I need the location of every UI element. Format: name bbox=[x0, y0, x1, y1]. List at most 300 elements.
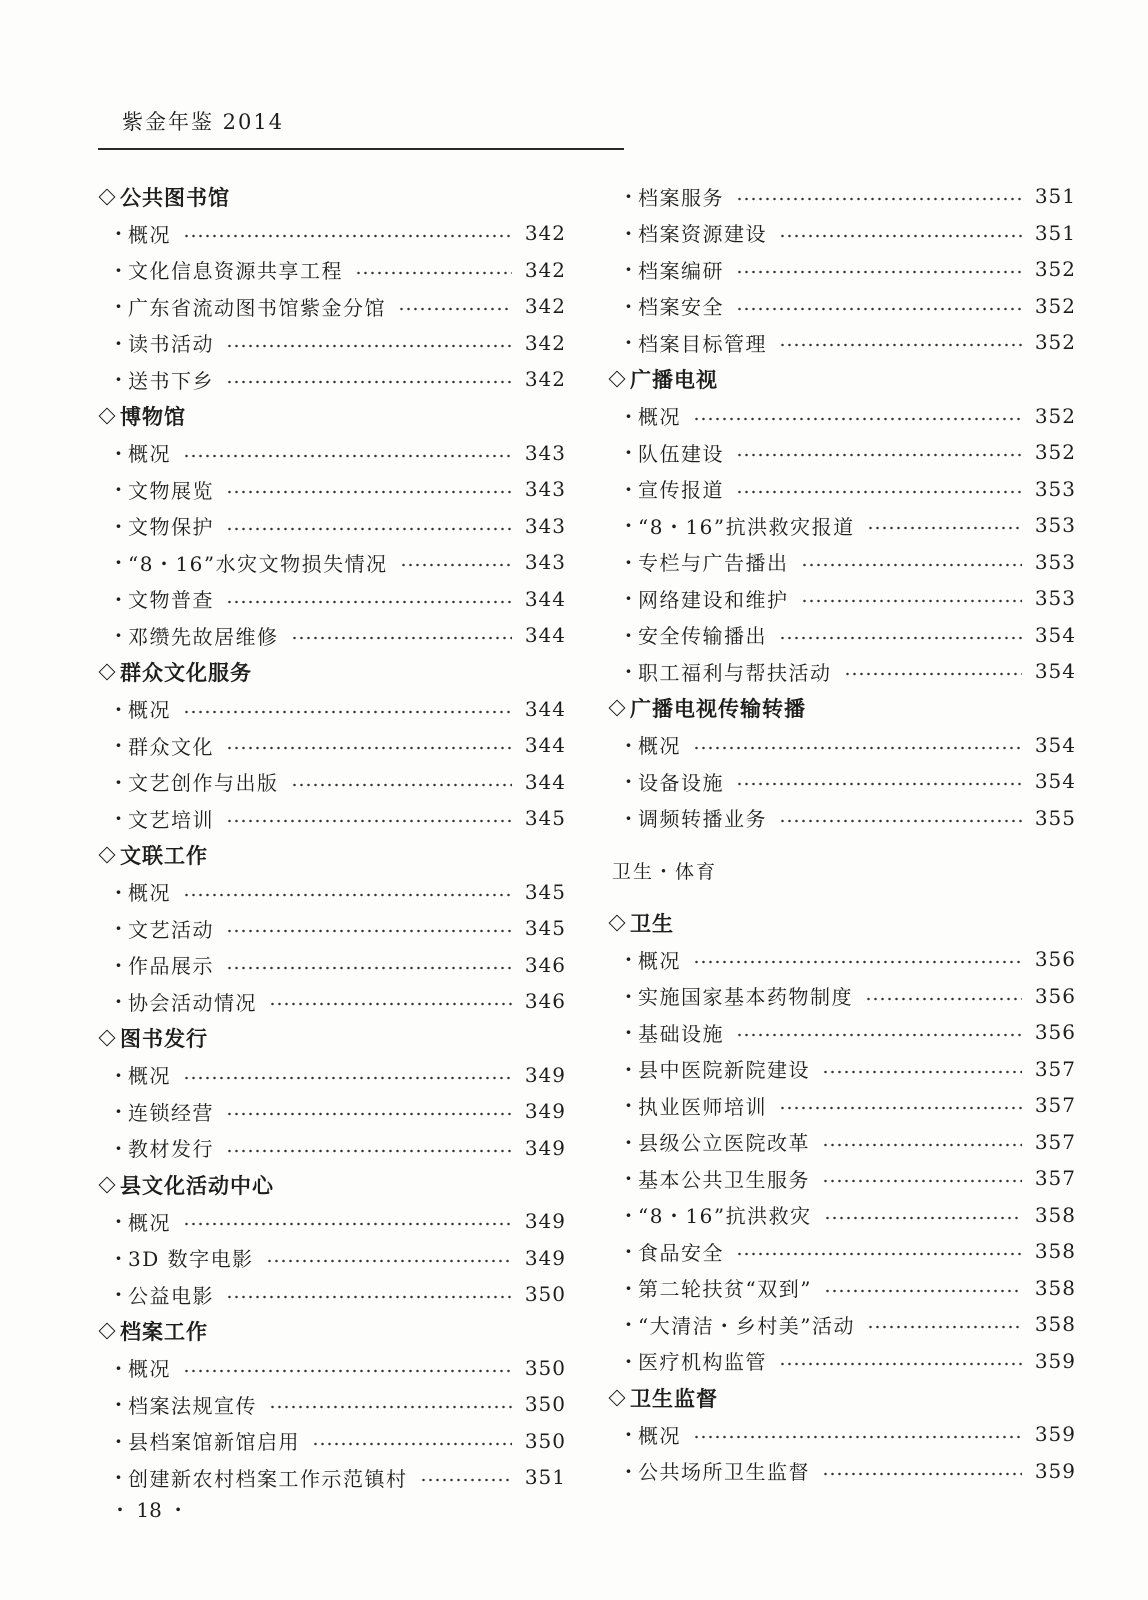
dot-leader bbox=[226, 343, 512, 349]
diamond-icon bbox=[99, 1323, 116, 1340]
toc-entry-page: 352 bbox=[1034, 293, 1076, 318]
toc-entry bbox=[96, 215, 566, 252]
bullet-icon: · bbox=[625, 659, 632, 684]
bullet-icon: · bbox=[625, 586, 632, 611]
toc-entry-page: 359 bbox=[1034, 1422, 1076, 1447]
toc-entry bbox=[96, 1276, 566, 1313]
toc-section-heading bbox=[96, 654, 566, 691]
dot-leader bbox=[355, 270, 512, 276]
toc-entry-title: 概况 bbox=[638, 1423, 681, 1448]
toc-entry-title: 文物保护 bbox=[128, 515, 214, 540]
bullet-icon: · bbox=[625, 769, 632, 794]
toc-entry bbox=[606, 653, 1076, 690]
toc-section-title: 文联工作 bbox=[120, 844, 208, 868]
toc-entry bbox=[606, 727, 1076, 764]
toc-entry bbox=[96, 1093, 566, 1130]
bullet-icon: · bbox=[625, 257, 632, 282]
toc-entry-title: “大清洁・乡村美”活动 bbox=[638, 1313, 855, 1338]
toc-entry-page: 350 bbox=[524, 1428, 566, 1453]
bullet-icon: · bbox=[115, 916, 122, 941]
toc-section-title: 档案工作 bbox=[120, 1320, 208, 1344]
dot-leader bbox=[183, 1075, 512, 1081]
toc-entry-page: 343 bbox=[524, 477, 566, 502]
toc-entry bbox=[606, 1051, 1076, 1088]
toc-entry-title: 安全传输播出 bbox=[638, 624, 767, 649]
toc-entry-title: 医疗机构监管 bbox=[638, 1350, 767, 1375]
diamond-icon bbox=[99, 1176, 116, 1193]
dot-leader bbox=[400, 562, 512, 568]
bullet-icon: · bbox=[115, 367, 122, 392]
dot-leader bbox=[226, 745, 512, 751]
dot-leader bbox=[183, 1221, 512, 1227]
dot-leader bbox=[867, 1324, 1022, 1330]
toc-entry-title: 执业医师培训 bbox=[638, 1094, 767, 1119]
toc-entry bbox=[96, 617, 566, 654]
toc-entry-page: 359 bbox=[1034, 1348, 1076, 1373]
toc-entry-title: 概况 bbox=[638, 948, 681, 973]
toc-entry-title: 县中医院新院建设 bbox=[638, 1058, 810, 1083]
diamond-icon bbox=[99, 408, 116, 425]
dot-leader bbox=[824, 1215, 1022, 1221]
bullet-icon: · bbox=[115, 806, 122, 831]
dot-leader bbox=[226, 1111, 512, 1117]
toc-entry bbox=[96, 874, 566, 911]
dot-leader bbox=[226, 928, 512, 934]
toc-entry bbox=[96, 1130, 566, 1167]
bullet-icon: · bbox=[115, 733, 122, 758]
toc-entry-page: 344 bbox=[524, 623, 566, 648]
toc-entry bbox=[96, 691, 566, 728]
bullet-icon: · bbox=[625, 330, 632, 355]
toc-entry bbox=[606, 763, 1076, 800]
toc-section-heading bbox=[606, 904, 1076, 941]
toc-entry-title: 档案目标管理 bbox=[638, 331, 767, 356]
toc-entry bbox=[606, 1014, 1076, 1051]
toc-entry-title: 概况 bbox=[638, 405, 681, 430]
toc-entry-page: 352 bbox=[1034, 330, 1076, 355]
bullet-icon: · bbox=[625, 476, 632, 501]
toc-entry bbox=[606, 1087, 1076, 1124]
toc-entry-page: 342 bbox=[524, 330, 566, 355]
dot-leader bbox=[226, 818, 512, 824]
dot-leader bbox=[736, 1251, 1022, 1257]
toc-section-title: 群众文化服务 bbox=[120, 661, 252, 685]
toc-entry-page: 357 bbox=[1034, 1093, 1076, 1118]
toc-entry bbox=[96, 288, 566, 325]
toc-entry-title: 县级公立医院改革 bbox=[638, 1131, 810, 1156]
toc-entry-page: 342 bbox=[524, 257, 566, 282]
dot-leader bbox=[779, 1105, 1022, 1111]
toc-entry-title: 文艺培训 bbox=[128, 807, 214, 832]
toc-entry-title: 概况 bbox=[128, 698, 171, 723]
toc-entry-page: 351 bbox=[524, 1465, 566, 1490]
diamond-icon bbox=[99, 188, 116, 205]
toc-entry bbox=[606, 507, 1076, 544]
dot-leader bbox=[183, 709, 512, 715]
toc-entry bbox=[96, 544, 566, 581]
dot-leader bbox=[736, 781, 1022, 787]
dot-leader bbox=[801, 562, 1023, 568]
toc-entry-page: 342 bbox=[524, 294, 566, 319]
bullet-icon: · bbox=[115, 1135, 122, 1160]
dot-leader bbox=[693, 959, 1022, 965]
toc-entry-title: 连锁经营 bbox=[128, 1100, 214, 1125]
toc-entry bbox=[96, 435, 566, 472]
toc-entry-page: 349 bbox=[524, 1099, 566, 1124]
bullet-icon: · bbox=[115, 221, 122, 246]
diamond-icon bbox=[99, 664, 116, 681]
bullet-icon: · bbox=[625, 1239, 632, 1264]
toc-entry-title: 调频转播业务 bbox=[638, 807, 767, 832]
bullet-icon: · bbox=[625, 983, 632, 1008]
dot-leader bbox=[183, 1368, 512, 1374]
bullet-icon: · bbox=[625, 513, 632, 538]
bullet-icon: · bbox=[115, 1209, 122, 1234]
bullet-icon: · bbox=[115, 1282, 122, 1307]
toc-entry-page: 353 bbox=[1034, 586, 1076, 611]
dot-leader bbox=[693, 416, 1022, 422]
toc-entry-title: 档案编研 bbox=[638, 258, 724, 283]
toc-entry-title: 公共场所卫生监督 bbox=[638, 1460, 810, 1485]
toc-entry-title: 职工福利与帮扶活动 bbox=[638, 660, 832, 685]
toc-section-heading bbox=[606, 690, 1076, 727]
toc-entry-page: 351 bbox=[1034, 184, 1076, 209]
toc-section-title: 广播电视传输转播 bbox=[630, 697, 806, 721]
toc-section-title: 广播电视 bbox=[630, 368, 718, 392]
toc-entry-title: 群众文化 bbox=[128, 734, 214, 759]
toc-section-title: 图书发行 bbox=[120, 1027, 208, 1051]
toc-section-heading bbox=[96, 398, 566, 435]
toc-entry-page: 346 bbox=[524, 989, 566, 1014]
toc-entry-title: 概况 bbox=[128, 881, 171, 906]
toc-entry-page: 357 bbox=[1034, 1056, 1076, 1081]
bullet-icon: · bbox=[115, 586, 122, 611]
toc-entry bbox=[96, 1459, 566, 1496]
bullet-icon: · bbox=[625, 622, 632, 647]
toc-entry bbox=[96, 800, 566, 837]
toc-entry-page: 358 bbox=[1034, 1275, 1076, 1300]
toc-right-column bbox=[606, 178, 1076, 1489]
dot-leader bbox=[266, 1258, 512, 1264]
toc-entry-title: 邓缵先故居维修 bbox=[128, 624, 279, 649]
toc-entry bbox=[606, 288, 1076, 325]
toc-entry-title: 教材发行 bbox=[128, 1137, 214, 1162]
toc-entry bbox=[606, 1453, 1076, 1490]
dot-leader bbox=[736, 269, 1022, 275]
toc-entry-title: “8・16”抗洪救灾 bbox=[638, 1204, 812, 1229]
toc-entry-title: 概况 bbox=[638, 734, 681, 759]
toc-section-heading bbox=[96, 1020, 566, 1057]
toc-section-heading bbox=[606, 1379, 1076, 1416]
toc-entry-title: 档案安全 bbox=[638, 295, 724, 320]
bullet-icon: · bbox=[625, 1348, 632, 1373]
toc-entry-page: 359 bbox=[1034, 1458, 1076, 1483]
toc-entry-page: 342 bbox=[524, 221, 566, 246]
toc-entry-title: 读书活动 bbox=[128, 332, 214, 357]
toc-entry bbox=[96, 1240, 566, 1277]
dot-leader bbox=[312, 1441, 512, 1447]
toc-entry bbox=[606, 544, 1076, 581]
header-rule bbox=[98, 148, 624, 150]
dot-leader bbox=[822, 1178, 1022, 1184]
toc-entry-title: 基础设施 bbox=[638, 1021, 724, 1046]
toc-entry bbox=[96, 1057, 566, 1094]
toc-entry-page: 356 bbox=[1034, 983, 1076, 1008]
toc-section-heading bbox=[96, 837, 566, 874]
dot-leader bbox=[779, 818, 1022, 824]
toc-entry bbox=[606, 978, 1076, 1015]
toc-entry-title: 文物展览 bbox=[128, 478, 214, 503]
toc-entry-title: 专栏与广告播出 bbox=[638, 551, 789, 576]
bullet-icon: · bbox=[115, 1392, 122, 1417]
toc-entry-title: 公益电影 bbox=[128, 1283, 214, 1308]
toc-entry-page: 344 bbox=[524, 696, 566, 721]
toc-left-column bbox=[96, 178, 566, 1496]
toc-entry-page: 345 bbox=[524, 879, 566, 904]
toc-entry-title: 概况 bbox=[128, 1357, 171, 1382]
toc-entry-page: 354 bbox=[1034, 659, 1076, 684]
toc-entry-page: 346 bbox=[524, 952, 566, 977]
toc-entry bbox=[96, 1386, 566, 1423]
toc-entry-page: 353 bbox=[1034, 513, 1076, 538]
dot-leader bbox=[226, 599, 512, 605]
dot-leader bbox=[183, 233, 512, 239]
toc-section-title: 县文化活动中心 bbox=[120, 1173, 274, 1198]
toc-entry-page: 358 bbox=[1034, 1239, 1076, 1264]
toc-entry-page: 344 bbox=[524, 769, 566, 794]
dot-leader bbox=[779, 233, 1022, 239]
bullet-icon: · bbox=[625, 1129, 632, 1154]
bullet-icon: · bbox=[115, 257, 122, 282]
toc-entry bbox=[606, 1197, 1076, 1234]
toc-entry bbox=[606, 215, 1076, 252]
toc-entry-page: 350 bbox=[524, 1355, 566, 1380]
toc-entry bbox=[606, 1306, 1076, 1343]
toc-entry bbox=[606, 580, 1076, 617]
toc-entry bbox=[606, 800, 1076, 837]
toc-entry bbox=[96, 252, 566, 289]
toc-entry bbox=[96, 727, 566, 764]
toc-entry-page: 342 bbox=[524, 367, 566, 392]
dot-leader bbox=[822, 1142, 1022, 1148]
dot-leader bbox=[291, 635, 513, 641]
dot-leader bbox=[779, 1361, 1022, 1367]
dot-leader bbox=[226, 379, 512, 385]
dot-leader bbox=[736, 196, 1022, 202]
toc-entry-page: 352 bbox=[1034, 257, 1076, 282]
dot-leader bbox=[865, 996, 1022, 1002]
toc-entry-page: 345 bbox=[524, 916, 566, 941]
toc-entry-page: 351 bbox=[1034, 220, 1076, 245]
toc-entry-page: 352 bbox=[1034, 403, 1076, 428]
toc-entry-page: 349 bbox=[524, 1209, 566, 1234]
toc-entry-page: 354 bbox=[1034, 769, 1076, 794]
dot-leader bbox=[269, 1001, 512, 1007]
bullet-icon: · bbox=[625, 549, 632, 574]
toc-entry bbox=[606, 471, 1076, 508]
dot-leader bbox=[844, 671, 1023, 677]
bullet-icon: · bbox=[625, 1166, 632, 1191]
toc-entry bbox=[606, 1124, 1076, 1161]
toc-entry-title: 网络建设和维护 bbox=[638, 587, 789, 612]
toc-entry bbox=[606, 434, 1076, 471]
diamond-icon bbox=[99, 847, 116, 864]
bullet-icon: · bbox=[625, 1093, 632, 1118]
dot-leader bbox=[693, 745, 1022, 751]
toc-entry bbox=[96, 1423, 566, 1460]
dot-leader bbox=[822, 1069, 1022, 1075]
toc-entry-title: 创建新农村档案工作示范镇村 bbox=[128, 1466, 408, 1491]
running-header-title: 紫金年鉴 2014 bbox=[122, 110, 285, 134]
toc-entry-page: 343 bbox=[524, 550, 566, 575]
toc-entry bbox=[606, 1343, 1076, 1380]
toc-entry-page: 354 bbox=[1034, 732, 1076, 757]
bullet-icon: · bbox=[625, 1056, 632, 1081]
toc-section-title: 博物馆 bbox=[120, 405, 186, 429]
toc-entry-page: 356 bbox=[1034, 1020, 1076, 1045]
bullet-icon: · bbox=[115, 1465, 122, 1490]
toc-entry-title: 送书下乡 bbox=[128, 368, 214, 393]
bullet-icon: · bbox=[625, 805, 632, 830]
toc-section-heading bbox=[96, 1313, 566, 1350]
bullet-icon: · bbox=[625, 403, 632, 428]
toc-entry-page: 355 bbox=[1034, 805, 1076, 830]
toc-entry-title: 档案服务 bbox=[638, 185, 724, 210]
bullet-icon: · bbox=[625, 440, 632, 465]
toc-entry-title: 协会活动情况 bbox=[128, 990, 257, 1015]
diamond-icon bbox=[609, 914, 626, 931]
bullet-icon: · bbox=[625, 732, 632, 757]
bullet-icon: · bbox=[115, 623, 122, 648]
dot-leader bbox=[269, 1404, 512, 1410]
dot-leader bbox=[736, 306, 1022, 312]
toc-entry-title: 食品安全 bbox=[638, 1240, 724, 1265]
toc-entry bbox=[96, 1203, 566, 1240]
toc-entry bbox=[606, 1416, 1076, 1453]
toc-section-heading bbox=[96, 1166, 566, 1203]
toc-entry-title: 队伍建设 bbox=[638, 441, 724, 466]
dot-leader bbox=[226, 1294, 512, 1300]
dot-leader bbox=[398, 306, 512, 312]
bullet-icon: · bbox=[625, 1202, 632, 1227]
toc-section-title: 卫生监督 bbox=[630, 1386, 718, 1411]
dot-leader bbox=[779, 342, 1022, 348]
toc-entry-title: 文化信息资源共享工程 bbox=[128, 259, 343, 284]
bullet-icon: · bbox=[115, 294, 122, 319]
toc-entry-title: 县档案馆新馆启用 bbox=[128, 1430, 300, 1455]
toc-entry-title: 实施国家基本药物制度 bbox=[638, 985, 853, 1010]
toc-entry bbox=[96, 508, 566, 545]
dot-leader bbox=[779, 635, 1022, 641]
toc-entry-title: 作品展示 bbox=[128, 954, 214, 979]
toc-entry-title: 概况 bbox=[128, 1210, 171, 1235]
dot-leader bbox=[736, 489, 1022, 495]
diamond-icon bbox=[609, 1389, 626, 1406]
bullet-icon: · bbox=[625, 1312, 632, 1337]
toc-entry-page: 353 bbox=[1034, 476, 1076, 501]
toc-entry-page: 349 bbox=[524, 1062, 566, 1087]
toc-category-heading: 卫生・体育 bbox=[612, 860, 718, 883]
bullet-icon: · bbox=[115, 1245, 122, 1270]
bullet-icon: · bbox=[115, 1355, 122, 1380]
dot-leader bbox=[291, 782, 513, 788]
diamond-icon bbox=[609, 371, 626, 388]
bullet-icon: · bbox=[625, 220, 632, 245]
toc-entry-title: “8・16”抗洪救灾报道 bbox=[638, 514, 855, 539]
toc-entry-title: 第二轮扶贫“双到” bbox=[638, 1277, 812, 1302]
toc-entry-title: 文物普查 bbox=[128, 588, 214, 613]
toc-entry-page: 343 bbox=[524, 513, 566, 538]
dot-leader bbox=[693, 1434, 1022, 1440]
toc-entry bbox=[96, 947, 566, 984]
toc-entry bbox=[96, 581, 566, 618]
dot-leader bbox=[183, 892, 512, 898]
bullet-icon: · bbox=[625, 947, 632, 972]
bullet-icon: · bbox=[115, 440, 122, 465]
bullet-icon: · bbox=[115, 989, 122, 1014]
dot-leader bbox=[736, 452, 1022, 458]
toc-entry-page: 357 bbox=[1034, 1129, 1076, 1154]
toc-entry bbox=[96, 471, 566, 508]
dot-leader bbox=[226, 965, 512, 971]
toc-entry-title: 档案法规宣传 bbox=[128, 1393, 257, 1418]
toc-entry-page: 349 bbox=[524, 1135, 566, 1160]
dot-leader bbox=[226, 526, 512, 532]
toc-entry bbox=[606, 941, 1076, 978]
toc-entry-page: 345 bbox=[524, 806, 566, 831]
bullet-icon: · bbox=[115, 952, 122, 977]
diamond-icon bbox=[609, 700, 626, 717]
toc-entry-title: 基本公共卫生服务 bbox=[638, 1167, 810, 1192]
toc-entry bbox=[96, 910, 566, 947]
toc-entry bbox=[96, 325, 566, 362]
bullet-icon: · bbox=[625, 184, 632, 209]
toc-entry bbox=[606, 398, 1076, 435]
bullet-icon: · bbox=[115, 769, 122, 794]
toc-entry-title: 概况 bbox=[128, 442, 171, 467]
toc-section-title: 公共图书馆 bbox=[120, 185, 230, 210]
dot-leader bbox=[420, 1477, 513, 1483]
dot-leader bbox=[801, 598, 1023, 604]
bullet-icon: · bbox=[115, 879, 122, 904]
bullet-icon: · bbox=[115, 330, 122, 355]
toc-entry bbox=[606, 178, 1076, 215]
toc-entry-page: 350 bbox=[524, 1392, 566, 1417]
toc-entry-title: 宣传报道 bbox=[638, 478, 724, 503]
toc-entry-title: “8・16”水灾文物损失情况 bbox=[128, 551, 388, 576]
bullet-icon: · bbox=[625, 1275, 632, 1300]
toc-entry bbox=[606, 617, 1076, 654]
bullet-icon: · bbox=[625, 1020, 632, 1045]
toc-entry bbox=[606, 251, 1076, 288]
toc-entry bbox=[96, 361, 566, 398]
dot-leader bbox=[226, 1148, 512, 1154]
toc-entry-page: 344 bbox=[524, 733, 566, 758]
toc-entry-title: 3D 数字电影 bbox=[128, 1247, 254, 1272]
bullet-icon: · bbox=[115, 477, 122, 502]
toc-entry-title: 文艺创作与出版 bbox=[128, 771, 279, 796]
bullet-icon: · bbox=[115, 513, 122, 538]
toc-entry bbox=[606, 1160, 1076, 1197]
toc-entry-page: 352 bbox=[1034, 440, 1076, 465]
bullet-icon: · bbox=[115, 550, 122, 575]
toc-entry-page: 358 bbox=[1034, 1312, 1076, 1337]
toc-entry bbox=[96, 1350, 566, 1387]
page-number: ・ 18 ・ bbox=[110, 1498, 189, 1522]
toc-entry bbox=[96, 983, 566, 1020]
toc-section-heading bbox=[606, 361, 1076, 398]
dot-leader bbox=[822, 1471, 1022, 1477]
